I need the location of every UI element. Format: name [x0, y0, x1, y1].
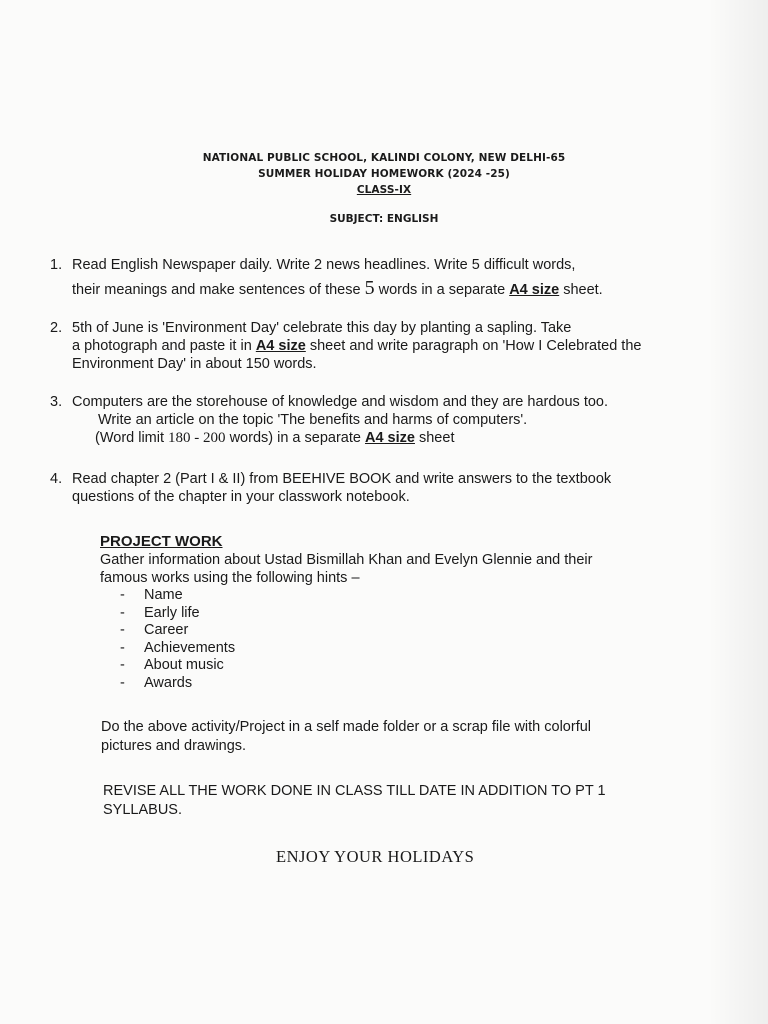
question-3	[50, 393, 720, 447]
question-1-line-2: their meanings and make sentences of these 5 words in a separate A4 size sheet.	[72, 277, 603, 299]
hints-list	[100, 587, 700, 693]
question-number: 3.	[50, 394, 63, 410]
question-3-line-3: (Word limit 180 - 200 words) in a separate A4 size sheet	[95, 430, 455, 446]
question-4-line-1: 4. Read chapter 2 (Part I & II) from BEEHIVE BOOK and write answers to the textbook	[50, 471, 612, 487]
question-number: 2.	[50, 320, 63, 336]
question-2-line-1: 2. 5th of June is 'Environment Day' celebrate this day by planting a sapling. Take	[50, 320, 572, 336]
a4-size-emphasis: A4 size	[509, 282, 560, 298]
hint-item: - Career	[120, 622, 189, 639]
a4-size-emphasis: A4 size	[255, 338, 306, 354]
hint-item: - Name	[120, 587, 183, 603]
subject-heading: SUBJECT: ENGLISH	[329, 213, 439, 225]
revision-note: REVISE ALL THE WORK DONE IN CLASS TILL DATE IN ADDITION TO PT 1 SYLLABUS.	[103, 783, 606, 818]
homework-title: SUMMER HOLIDAY HOMEWORK (2024 -25)	[258, 168, 510, 180]
question-2-line-3: Environment Day' in about 150 words.	[72, 356, 317, 372]
question-1	[50, 256, 720, 299]
hint-item: - Achievements	[120, 639, 236, 656]
class-label: CLASS-IX	[356, 184, 412, 196]
question-2-line-2: a photograph and paste it in A4 size sheet and write paragraph on 'How I Celebrated the	[72, 338, 642, 354]
closing-message: ENJOY YOUR HOLIDAYS	[276, 847, 475, 866]
question-number: 1.	[50, 257, 63, 273]
document-header	[0, 150, 768, 198]
hint-item: - Early life	[120, 604, 200, 621]
question-4-line-2: questions of the chapter in your classwork notebook.	[72, 489, 410, 505]
question-2	[50, 319, 720, 373]
hint-item: - Awards	[120, 674, 193, 691]
question-3-line-1: 3. Computers are the storehouse of knowledge and wisdom and they are hardous too.	[50, 394, 609, 410]
a4-size-emphasis: A4 size	[364, 430, 415, 446]
school-name: NATIONAL PUBLIC SCHOOL, KALINDI COLONY, NEW DELHI-65	[202, 152, 566, 164]
activity-instructions: Do the above activity/Project in a self made folder or a scrap file with colorful pictures and drawings.	[101, 719, 592, 754]
hint-item: - About music	[120, 657, 224, 674]
project-work-section	[100, 533, 700, 693]
question-1-line-1: 1. Read English Newspaper daily. Write 2 news headlines. Write 5 difficult words,	[50, 257, 576, 273]
project-work-title: PROJECT WORK	[100, 533, 223, 550]
question-number: 4.	[50, 471, 63, 487]
project-intro-line-2: famous works using the following hints –	[100, 570, 360, 586]
project-intro-line-1: Gather information about Ustad Bismillah Khan and Evelyn Glennie and their	[100, 552, 593, 568]
question-3-line-2: Write an article on the topic 'The benefits and harms of computers'.	[98, 412, 528, 428]
question-4	[50, 470, 720, 506]
